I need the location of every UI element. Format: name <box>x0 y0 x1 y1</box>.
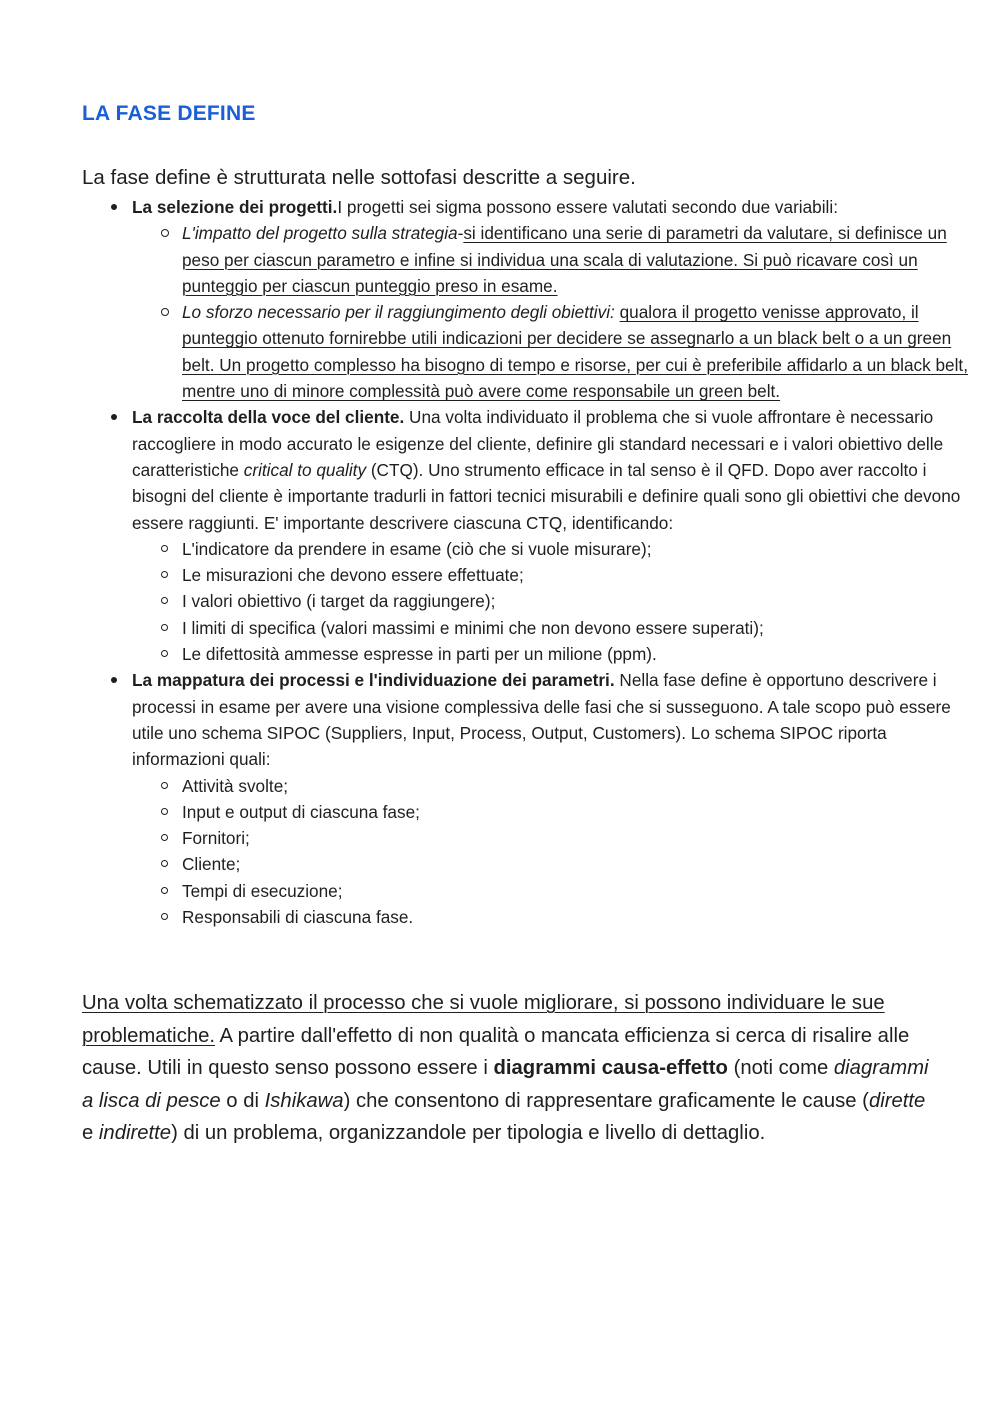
list-item-project-selection <box>132 194 982 404</box>
item-text: Una volta individuato il problema che si vuole affrontare è necessario raccogliere in modo accurato le esigenze del cliente, definire gli standard necessari e i valori obiettivo delle caratteristiche <box>132 407 944 480</box>
list-item-process-mapping <box>132 667 982 930</box>
sub-sep: - <box>457 223 464 244</box>
sub-body: si identificano una serie di parametri da valutare, si definisce un peso per ciascun parametro e infine si individua una scala di valutazione. Si può ricavare così un punteggio per ciascun punteggio preso in esame. <box>182 223 947 296</box>
sublist-item: I limiti di specifica (valori massimi e minimi che non devono essere superati); <box>182 615 982 641</box>
sub-lead: Lo sforzo necessario per il raggiungimento degli obiettivi: <box>182 302 615 323</box>
item-title: La mappatura dei processi e l'individuazione dei parametri. <box>132 670 615 691</box>
sublist-item: L'indicatore da prendere in esame (ciò che si vuole misurare); <box>182 536 982 562</box>
sublist-item: Tempi di esecuzione; <box>182 878 982 904</box>
sublist-item: Cliente; <box>182 851 982 877</box>
sublist-item: Responsabili di ciascuna fase. <box>182 904 982 930</box>
item-text: Nella fase define è opportuno descrivere i processi in esame per avere una visione complessiva delle fasi che si susseguono. A tale scopo può essere utile uno schema SIPOC (Suppliers, Input, Process, Output, Customers). Lo schema SIPOC riporta informazioni quali: <box>132 670 951 770</box>
closing-text: ) di un problema, organizzandole per tipologia e livello di dettaglio. <box>171 1122 766 1145</box>
sublist-item: Input e output di ciascuna fase; <box>182 799 982 825</box>
sublist-item: Le misurazioni che devono essere effettuate; <box>182 562 982 588</box>
item-title: La selezione dei progetti. <box>132 197 338 217</box>
closing-underlined: Una volta schematizzato il processo che si vuole migliorare, si possono individuare le sue problematiche. <box>82 992 885 1047</box>
closing-italic: Ishikawa <box>264 1089 344 1112</box>
item-title: La raccolta della voce del cliente. <box>132 407 405 428</box>
sub-lead: L'impatto del progetto sulla strategia <box>182 223 458 244</box>
closing-italic: dirette <box>868 1089 926 1112</box>
closing-text: e <box>82 1122 99 1145</box>
intro-paragraph: La fase define è strutturata nelle sottofasi descritte a seguire. <box>82 166 636 189</box>
list-item-customer-voice <box>132 404 982 667</box>
closing-bold: diagrammi causa-effetto <box>493 1057 728 1080</box>
section-heading: LA FASE DEFINE <box>82 102 256 125</box>
closing-text: o di <box>220 1089 265 1112</box>
subphase-list <box>82 194 982 930</box>
closing-text: (noti come <box>727 1057 834 1080</box>
sublist <box>132 220 982 404</box>
sublist-item: Attività svolte; <box>182 773 982 799</box>
item-text: I progetti sei sigma possono essere valutati secondo due variabili: <box>337 197 838 217</box>
sublist-item <box>182 299 982 404</box>
closing-text: ) che consentono di rappresentare graficamente le cause ( <box>343 1089 869 1112</box>
sublist <box>132 536 982 667</box>
closing-paragraph <box>82 987 932 1150</box>
item-text-italic: critical to quality <box>243 459 367 480</box>
closing-italic: diagrammi a lisca di pesce <box>82 1057 929 1112</box>
sub-body: qualora il progetto venisse approvato, il punteggio ottenuto fornirebbe utili indicazioni per decidere se assegnarlo a un black belt o a un green belt. Un progetto complesso ha bisogno di tempo e risorse, per cui è preferibile affidarlo a un black belt, mentre uno di minore complessità può avere come responsabile un green belt. <box>182 302 968 402</box>
closing-italic: indirette <box>98 1122 172 1145</box>
closing-text: A partire dall'effetto di non qualità o mancata efficienza si cerca di risalire alle cause. Utili in questo senso possono essere i <box>82 1024 910 1080</box>
item-text: (CTQ). Uno strumento efficace in tal senso è il QFD. Dopo aver raccolto i bisogni del cliente è importante tradurli in fattori tecnici misurabili e definire quali sono gli obiettivi che devono essere raggiunti. E' importante descrivere ciascuna CTQ, identificando: <box>132 459 961 533</box>
sublist-item: Fornitori; <box>182 825 982 851</box>
sublist-item <box>182 220 982 299</box>
sublist-item: Le difettosità ammesse espresse in parti per un milione (ppm). <box>182 641 982 667</box>
sublist-item: I valori obiettivo (i target da raggiungere); <box>182 588 982 614</box>
sublist <box>132 773 982 931</box>
